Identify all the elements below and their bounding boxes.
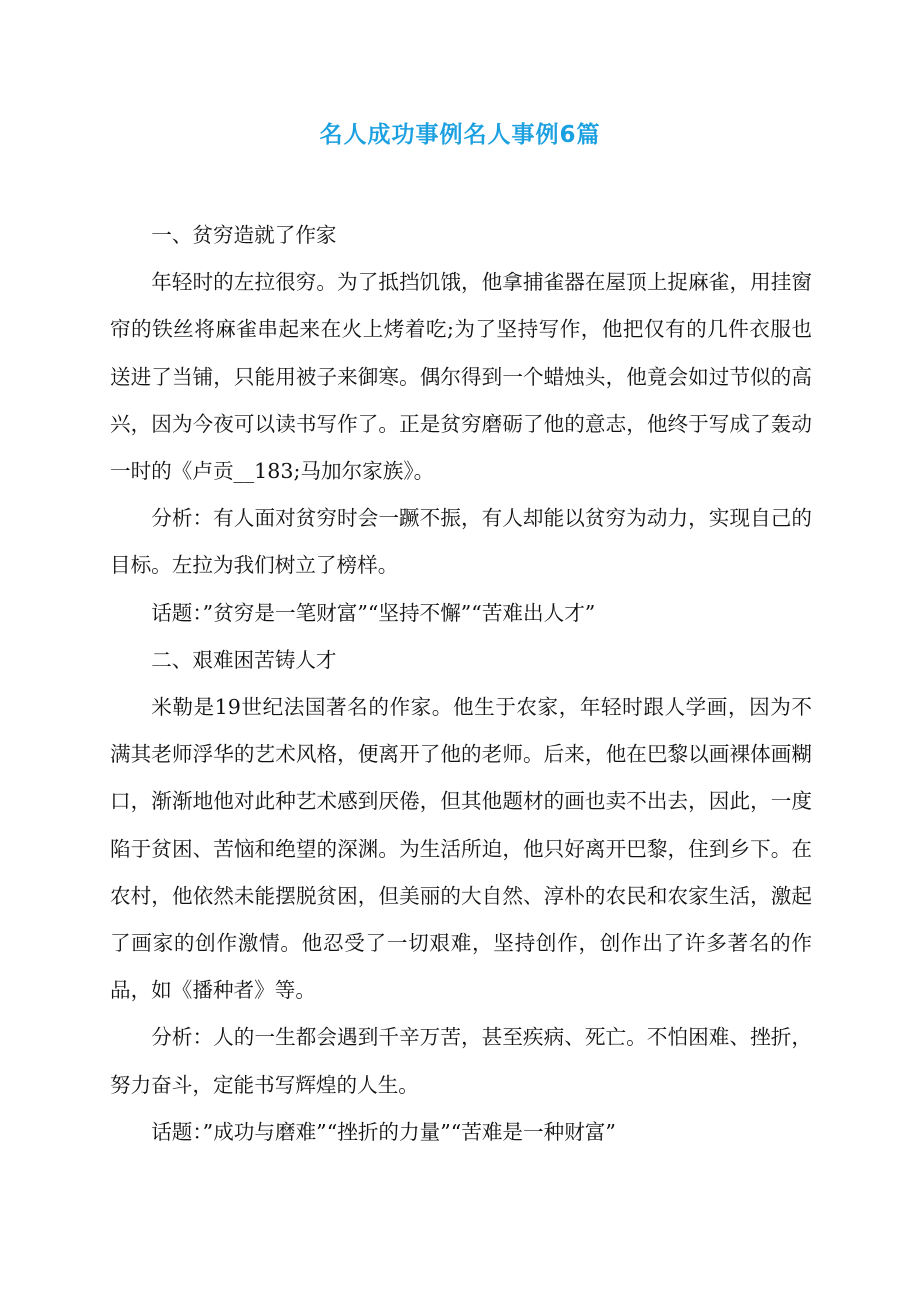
story-paragraph-1: 年轻时的左拉很穷。为了抵挡饥饿，他拿捕雀器在屋顶上捉麻雀，用挂窗帘的铁丝将麻雀串起来在火上烤着吃;为了坚持写作，他把仅有的几件衣服也送进了当铺，只能用被子来御寒。偶尔得到一个蜡烛头，他竟会如过节似的高兴，因为今夜可以读书写作了。正是贫穷磨砺了他的意志，他终于写成了轰动一时的《卢贡__183;马加尔家族》。 xyxy=(110,270,812,484)
topics-paragraph-1: 话题：”贫穷是一笔财富”“坚持不懈”“苦难出人才” xyxy=(151,600,596,625)
section-heading-2: 二、艰难困苦铸人才 xyxy=(151,647,337,672)
document-body xyxy=(110,212,812,1156)
analysis-paragraph-2: 分析：人的一生都会遇到千辛万苦，甚至疾病、死亡。不怕困难、挫折，努力奋斗，定能书写辉煌的人生。 xyxy=(110,1025,812,1097)
document-title: 名人成功事例名人事例6篇 xyxy=(319,122,601,148)
section-heading-1: 一、贫穷造就了作家 xyxy=(151,223,337,247)
story-paragraph-2: 米勒是19世纪法国著名的作家。他生于农家，年轻时跟人学画，因为不满其老师浮华的艺术风格，便离开了他的老师。后来，他在巴黎以画裸体画糊口，渐渐地他对此种艺术感到厌倦，但其他题材的画也卖不出去，因此，一度陷于贫困、苦恼和绝望的深渊。为生活所迫，他只好离开巴黎，住到乡下。在农村，他依然未能摆脱贫困，但美丽的大自然、淳朴的农民和农家生活，激起了画家的创作激情。他忍受了一切艰难，坚持创作，创作出了许多著名的作品，如《播种者》等。 xyxy=(110,695,812,1003)
analysis-paragraph-1: 分析：有人面对贫穷时会一蹶不振，有人却能以贫穷为动力，实现自己的目标。左拉为我们树立了榜样。 xyxy=(110,506,812,578)
topics-paragraph-2: 话题：”成功与磨难”“挫折的力量”“苦难是一种财富” xyxy=(151,1119,616,1144)
